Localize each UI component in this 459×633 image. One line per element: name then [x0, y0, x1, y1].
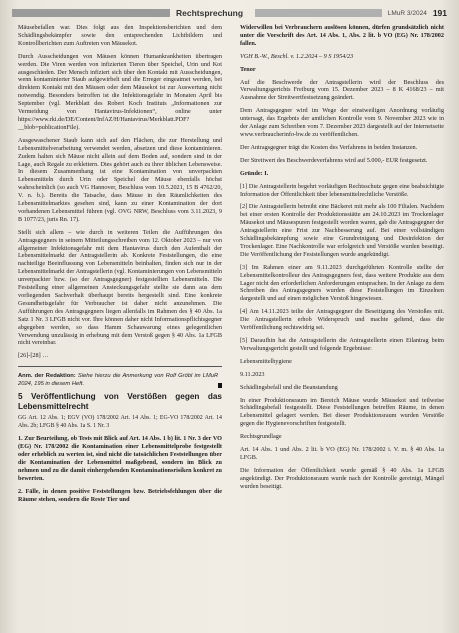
page-header — [12, 6, 447, 20]
section-title: Rechtsprechung — [176, 8, 244, 18]
left-column — [18, 24, 222, 627]
list-item: Lebensmittelhygiene — [240, 357, 292, 365]
paragraph: In einer Produktionsraum im Bereich Mäuse wurde Mäusekot und teilweise Schädlingsbefall festgestellt. Diese Feststellungen betreffen Räume, in denen Lebensmittel gelagert werden. Bei dieser Produktionsraum wurden Verstöße gegen die Hygienevorschriften festgestellt. — [240, 396, 444, 428]
paragraph: Art. 14 Abs. 1 und Abs. 2 lit. b VO (EG) Nr. 178/2002 i. V. m. § 40 Abs. 1a LFGB. — [240, 446, 444, 461]
paragraph: [2] Die Antragstellerin betreibt eine Bäckerei mit mehr als 100 Filialen. Nachdem bei einer ersten Kontrolle der Produktionsstätte am 24.10.2023 im Trockenlager Mäusekot und Mäusespuren festgestellt worden waren, gab die Antragsgegner der Antragstellerin eine Frist zur Nachbesserung auf. Bei einer vollständigen Schädlingsbekämpfung sowie eine Grundreinigung und Desinfektion der Trockenlager. Eine Nachkontrolle war erfolgreich und Verstöße wurden beseitigt. Die Veröffentlichung der Feststellungen wurde angekündigt. — [240, 203, 444, 258]
paragraph: [5] Daraufhin hat die Antragstellerin die Antragstellerin einen Eilantrag beim Verwaltungsgericht gestellt und folgende Ergebnisse: — [240, 337, 444, 352]
header-rule-right — [255, 9, 382, 17]
paragraph: [3] Im Rahmen einer am 9.11.2023 durchgeführten Kontrolle stellte der Lebensmittelkontrolleur des Antragsgegners fest, dass weitere Produkte aus dem Lager nicht den erforderlichen Anforderungen entsprachen. In der Anlage zu dem Schreiben des Antragsgegners wurden diese Feststellungen im Einzelnen dargestellt und auf einen möglichen Verstoß hingewiesen. — [240, 263, 444, 303]
paragraph: Der Antragsgegner trägt die Kosten des Verfahrens in beiden Instanzen. — [240, 143, 418, 151]
headnote-continued: Widerwillen bei Verbrauchern auslösen können, dürfen grundsätzlich nicht unter die Vorschrift des Art. 14 Abs. 1, Abs. 2 lit. b VO (EG) Nr. 178/2002 fallen. — [240, 24, 444, 47]
paragraph: Die Information der Öffentlichkeit wurde gemäß § 40 Abs. 1a LFGB angekündigt. Der Produktionsraum wurde nach der Kontrolle gereinigt, Mängel wurden beseitigt. — [240, 466, 444, 490]
journal-issue: LMuR 3/2024 — [387, 9, 427, 17]
list-item: 9.11.2023 — [240, 370, 265, 378]
header-rule-left — [12, 9, 170, 17]
paragraph: Durch Ausscheidungen von Mäusen können Humankrankheiten übertragen werden. Die Viren werden von infizierten Tieren über Speichel, Urin und Kot ausgeschieden. Der Mensch infiziert sich über den Kontakt mit Ausscheidungen, wenn kontaminierter Staub aufgewirbelt und die Erreger eingeatmet werden, bei direktem Kontakt mit den Mäusen oder dem Mäusekot ist zur Auswertung nicht notwendig. Besonders betroffen ist die Infektionsgefahr in Monaten April bis September (vgl. Merkblatt des Robert Koch Instituts „Informationen zur Vermeidung von Hantavirus-Infektionen“, online unter https://www.rki.de/DE/Content/InfAZ/H/Hantavirus/Merkblatt.PDF?__blob=publicationFile). — [18, 52, 222, 131]
note-label: Anm. der Redaktion: — [18, 373, 76, 380]
paragraph: Ausgewaschener Staub kann sich auf den Flächen, die zur Herstellung und Lebensmittelverarbeitung verwendet werden, absetzen und diese kontaminieren. Zudem halten sich Mäuse nicht allein auf dem Boden auf, sondern sind in der Lage, auch Regale zu erklettern. Dies gehört auch zu ihrer üblichen Lebensweise. In diesem Zusammenhang ist eine Kontamination von unverpackten Lebensmitteln durch Urin oder Speichel der Mäuse ebenfalls höchst wahrscheinlich (so auch VG Hannover, Beschluss vom 10.5.2021, 15 B 4762/20, V. n. b.). Bereits die Tatsache, dass Mäuse in den Räumlichkeiten des Lebensmittelmarktes gesehen sind, kann zu einer Kontamination der dort vorhandenen Lebensmittel führen (vgl. OVG NRW, Beschluss vom 3.11.2023, 9 B 1077/23, juris Rn. 17). — [18, 136, 222, 223]
legal-citation: GG Art. 12 Abs. 1; EGV (VO) 178/2002 Art. 14 Abs. 1; EG-VO 178/2002 Art. 14 Abs. 2b; LFGB § 40 Abs. 1a S. 1 Nr. 3 — [18, 415, 222, 429]
paragraph: [4] Am 14.11.2023 teilte der Antragsgegner die Beseitigung des Verstoßes mit. Die Antragstellerin erhob Widerspruch und machte geltend, dass die Veröffentlichung rechtswidrig sei. — [240, 308, 444, 332]
right-column — [240, 24, 444, 627]
divider — [18, 366, 222, 367]
list-item: Rechtsgrundlage — [240, 433, 282, 441]
page-number: 191 — [432, 8, 447, 18]
note-text: Siehe hierzu die Anmerkung von Rolf Gröbl im LMuR 2024, 195 in diesem Heft. — [18, 373, 219, 387]
case-heading: 5 Veröffentlichung von Verstößen gegen das Lebensmittelrecht — [18, 392, 222, 411]
paragraph: Der Streitwert des Beschwerdeverfahrens wird auf 5.000,- EUR festgesetzt. — [240, 156, 428, 164]
end-mark — [218, 383, 222, 388]
paragraph: Dem Antragsgegner wird im Wege der einstweiligen Anordnung vorläufig untersagt, das Ergebnis der amtlichen Kontrolle vom 9. November 2023 wie in der Anlage zum Schreiben vom 7. Dezember 2023 dargestellt auf der Internetseite www.verbraucherinfo-bw.de zu veröffentlichen. — [240, 107, 444, 138]
paragraph: Stellt sich allem – wie durch in weiteren Teilen die Aufführungen des Antragsgegners in seinem Mitteilungsschreiben vom 12. Oktober 2023 – nur von allgemeiner Infektionsgefahr mit dem Hantavirus durch den Aufenthalt der Lebensmittelmarkt der Antragstellerin ab. Konkrete Feststellungen, die eine nachteilige Beeinflussung von Lebensmitteln beinhalten, finden sich nur in der Lebensmittelmarkt der Antragstellerin (vgl. Kontaminierungen von Lebensmitteln unverpackter bzw. (so der Antragsgegner) festgestellten Lebensmitteln. Die Feststellung einer allgemeinen Ansteckungsgefahr stellte sie dann aus dem vorliegenden Sachverhalt überhaupt bereits hergestellt sind. Eine konkrete Gesundheitsgefahr für Verbraucher ist daher nicht anzunehmen. Die Aufführungen des Antragsgegners liegen allenfalls im Rahmen des § 40 Abs. 1a Satz 1 Nr. 3 LFGB nicht vor. Ihre können daher nicht Informationspflichtsgegner abgegeben werden, so dass Hamm Schauwarung eines gelegentlichen Verwendung unzulässig in erhebung mit dem Verstoß gegen § 40 Abs. 1a LFGB nicht vereinbar. — [18, 228, 222, 347]
paragraph: [1] Die Antragstellerin begehrt vorläufigen Rechtsschutz gegen eine beabsichtigte Information der Öffentlichkeit über lebensmittelrechtliche Verstöße. — [240, 182, 444, 198]
headnote: 1. Zur Beurteilung, ob Tests mit Blick auf Art. 14 Abs. 1 b) lit. 1 Nr. 3 der VO (EG) Nr. 178/2002 die Kontamination einer Lebensmittelprobe festgestellt oder erheblich zu werten ist, sind nicht die tatsächlichen Feststellungen über die Kontamination der Lebensmittel maßgebend, sondern im Blick zu nehmen und zu die damit einhergehenden Kontaminationsrisiken konkret zu bewerten. — [18, 435, 222, 482]
editorial-note — [18, 373, 222, 388]
court-reference: VGH B.-W., Beschl. v. 1.2.2024 – 9 S 1954/23 — [240, 52, 354, 60]
paragraph: Auf die Beschwerde der Antragstellerin wird der Beschluss des Verwaltungsgerichts Freiburg vom 15. Dezember 2023 – 8 K 4168/23 – mit Ausnahme der Streitwertfestsetzung geändert. — [240, 78, 444, 102]
paragraph-omission: [26]-[28] … — [18, 352, 49, 360]
reasons-heading: Gründe: I. — [240, 169, 269, 177]
headnote: 2. Fälle, in denen positive Feststellungen bzw. Betriebsfehlungen über die Räume stehen, sondern die Reste Tier und — [18, 487, 222, 503]
paragraph: Mäusebefallen war. Dies folgt aus den Inspektionsberichten und dem Schädlingsbekämpfer sowie den entsprechenden Lichtbildern und Kontrollberichten zum Auftreten von Mäusekot. — [18, 24, 222, 47]
tenor-heading: Tenor — [240, 65, 256, 73]
list-item: Schädlingsbefall und die Beanstandung — [240, 383, 338, 391]
